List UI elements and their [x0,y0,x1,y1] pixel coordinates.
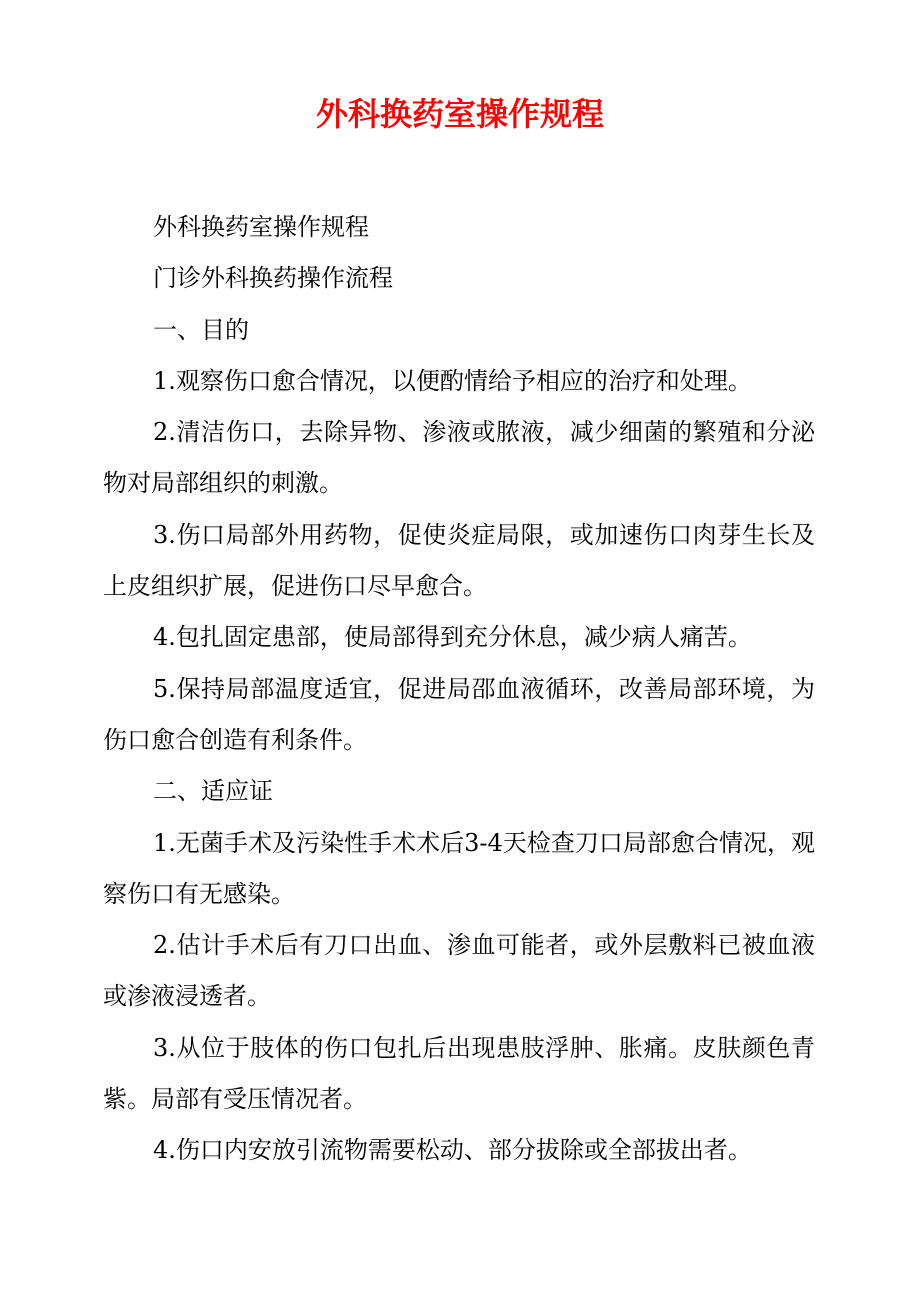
paragraph: 3.伤口局部外用药物，促使炎症局限，或加速伤口肉芽生长及上皮组织扩展，促进伤口尽早愈合。 [103,520,815,601]
document-body [103,202,815,1177]
paragraph: 门诊外科换药操作流程 [153,264,393,293]
section-heading: 二、适应证 [153,777,273,806]
paragraph: 4.包扎固定患部，使局部得到充分休息，减少病人痛苦。 [153,623,752,652]
paragraph: 1.无菌手术及污染性手术术后3-4天检查刀口局部愈合情况，观察伤口有无感染。 [103,828,815,908]
section-heading: 一、目的 [153,315,249,344]
paragraph: 1.观察伤口愈合情况，以便酌情给予相应的治疗和处理。 [153,366,752,395]
paragraph: 2.估计手术后有刀口出血、渗血可能者，或外层敷料已被血液或渗液浸透者。 [103,931,815,1011]
paragraph: 4.伤口内安放引流物需要松动、部分拔除或全部拔出者。 [153,1136,752,1165]
paragraph: 2.清洁伤口，去除异物、渗液或脓液，减少细菌的繁殖和分泌物对局部组织的刺激。 [103,418,815,498]
paragraph: 5.保持局部温度适宜，促进局邵血液循环，改善局部环境，为伤口愈合创造有利条件。 [103,674,815,754]
paragraph: 3.从位于肢体的伤口包扎后出现患肢浮肿、胀痛。皮肤颜色青紫。局部有受压情况者。 [103,1033,815,1114]
paragraph: 外科换药室操作规程 [153,213,369,241]
document-title: 外科换药室操作规程 [315,95,604,133]
